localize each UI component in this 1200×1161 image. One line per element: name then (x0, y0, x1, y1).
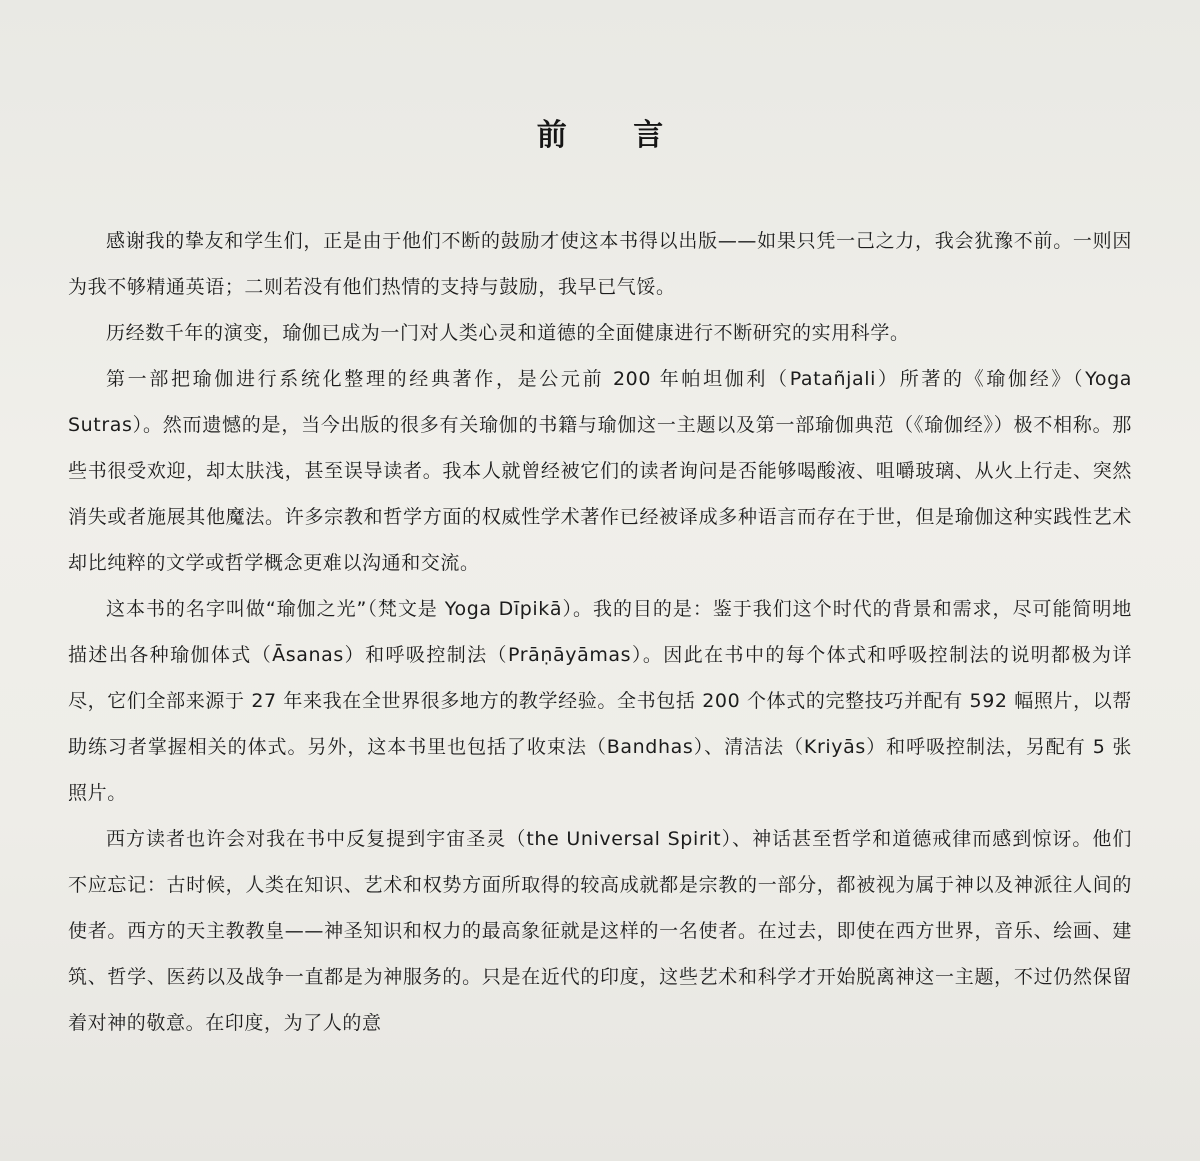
page-title: 前 言 (536, 118, 692, 154)
paragraph-acknowledgement: 感谢我的挚友和学生们，正是由于他们不断的鼓励才使这本书得以出版——如果只凭一己之力，我会犹豫不前。一则因为我不够精通英语；二则若没有他们热情的支持与鼓励，我早已气馁。 (68, 230, 1132, 298)
paragraph-book-purpose: 这本书的名字叫做“瑜伽之光”（梵文是 Yoga Dīpikā）。我的目的是：鉴于我们这个时代的背景和需求，尽可能简明地描述出各种瑜伽体式（Āsanas）和呼吸控制法（Prāṇāyāmas）。因此在书中的每个体式和呼吸控制法的说明都极为详尽，它们全部来源于 27 年来我在全世界很多地方的教学经验。全书包括 200 个体式的完整技巧并配有 592 幅照片，以帮助练习者掌握相关的体式。另外，这本书里也包括了收束法（Bandhas）、清洁法（Kriyās）和呼吸控制法，另配有 5 张照片。 (68, 598, 1132, 804)
paragraph-western-readers: 西方读者也许会对我在书中反复提到宇宙圣灵（the Universal Spirit）、神话甚至哲学和道德戒律而感到惊讶。他们不应忘记：古时候，人类在知识、艺术和权势方面所取得的较高成就都是宗教的一部分，都被视为属于神以及神派往人间的使者。西方的天主教教皇——神圣知识和权力的最高象征就是这样的一名使者。在过去，即使在西方世界，音乐、绘画、建筑、哲学、医药以及战争一直都是为神服务的。只是在近代的印度，这些艺术和科学才开始脱离神这一主题，不过仍然保留着对神的敬意。在印度，为了人的意 (68, 828, 1132, 1034)
preface-body (68, 218, 1132, 1046)
paragraph-yoga-sutras: 第一部把瑜伽进行系统化整理的经典著作，是公元前 200 年帕坦伽利（Patañjali）所著的《瑜伽经》（Yoga Sutras）。然而遗憾的是，当今出版的很多有关瑜伽的书籍与瑜伽这一主题以及第一部瑜伽典范（《瑜伽经》）极不相称。那些书很受欢迎，却太肤浅，甚至误导读者。我本人就曾经被它们的读者询问是否能够喝酸液、咀嚼玻璃、从火上行走、突然消失或者施展其他魔法。许多宗教和哲学方面的权威性学术著作已经被译成多种语言而存在于世，但是瑜伽这种实践性艺术却比纯粹的文学或哲学概念更难以沟通和交流。 (68, 368, 1132, 574)
paragraph-yoga-science: 历经数千年的演变，瑜伽已成为一门对人类心灵和道德的全面健康进行不断研究的实用科学。 (106, 322, 910, 344)
